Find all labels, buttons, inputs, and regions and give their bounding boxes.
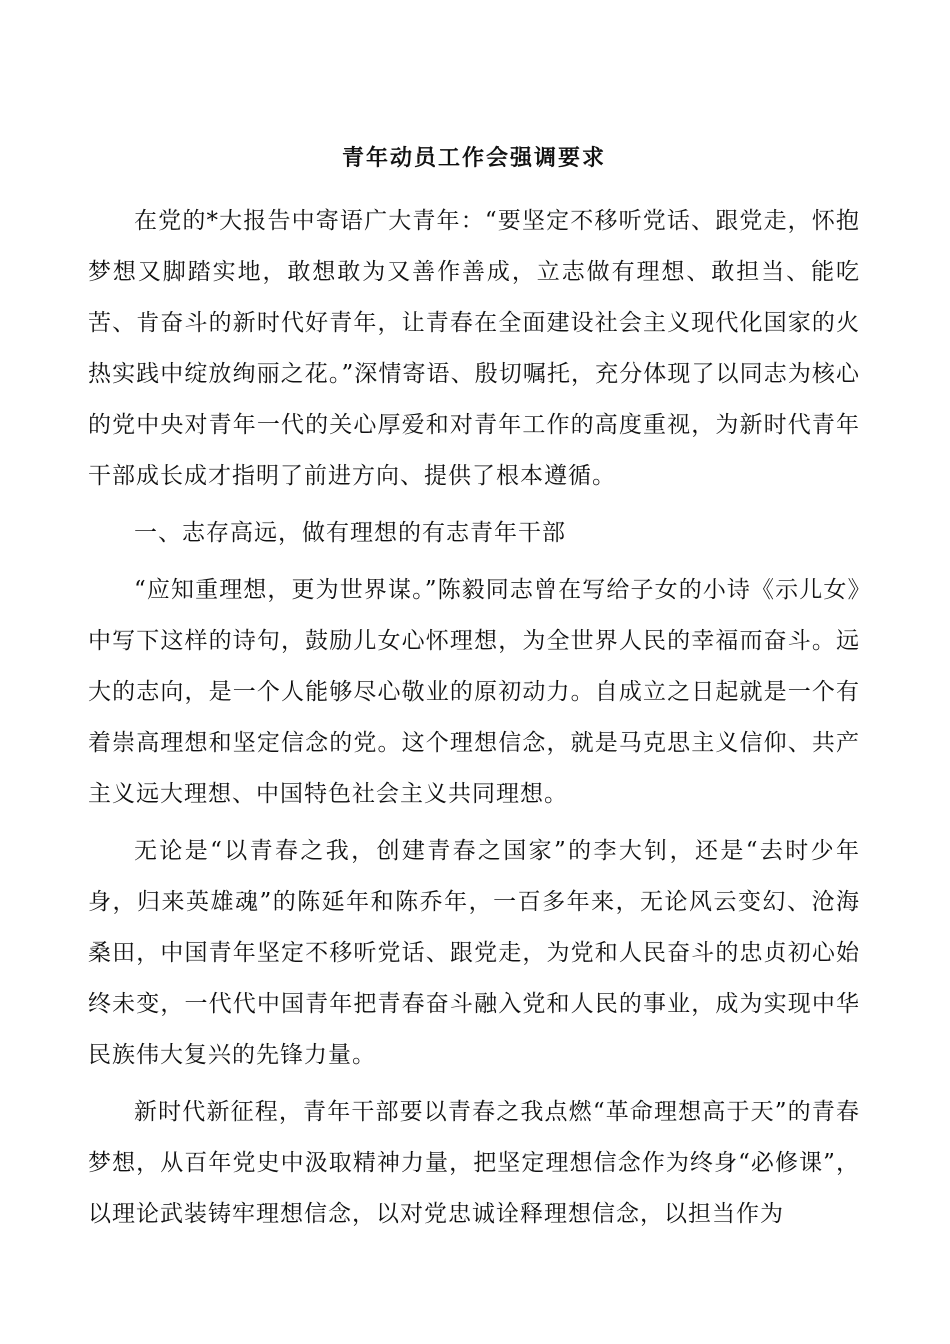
document-title: 青年动员工作会强调要求: [341, 145, 606, 171]
section-heading-1: 一、志存高远，做有理想的有志青年干部: [134, 520, 566, 546]
document-page: [88, 138, 860, 1246]
paragraph-intro: 在党的*大报告中寄语广大青年：“要坚定不移听党话、跟党走，怀抱梦想又脚踏实地，敢想敢为又善作善成，立志做有理想、敢担当、能吃苦、肯奋斗的新时代好青年，让青春在全面建设社会主义现代化国家的火热实践中绽放绚丽之花。”深情寄语、殷切嘱托，充分体现了以同志为核心的党中央对青年一代的关心厚爱和对青年工作的高度重视，为新时代青年干部成长成才指明了前进方向、提供了根本遵循。: [88, 208, 860, 489]
paragraph-history: 无论是“以青春之我，创建青春之国家”的李大钊，还是“去时少年身，归来英雄魂”的陈延年和陈乔年，一百多年来，无论风云变幻、沧海桑田，中国青年坚定不移听党话、跟党走，为党和人民奋斗的忠贞初心始终未变，一代代中国青年把青春奋斗融入党和人民的事业，成为实现中华民族伟大复兴的先锋力量。: [88, 838, 860, 1068]
paragraph-new-era: 新时代新征程，青年干部要以青春之我点燃“革命理想高于天”的青春梦想，从百年党史中汲取精神力量，把坚定理想信念作为终身“必修课”，以理论武装铸牢理想信念，以对党忠诚诠释理想信念，以担当作为: [88, 1099, 860, 1227]
paragraph-poem: “应知重理想，更为世界谋。”陈毅同志曾在写给子女的小诗《示儿女》中写下这样的诗句，鼓励儿女心怀理想，为全世界人民的幸福而奋斗。远大的志向，是一个人能够尽心敬业的原初动力。自成立之日起就是一个有着崇高理想和坚定信念的党。这个理想信念，就是马克思主义信仰、共产主义远大理想、中国特色社会主义共同理想。: [88, 577, 860, 807]
